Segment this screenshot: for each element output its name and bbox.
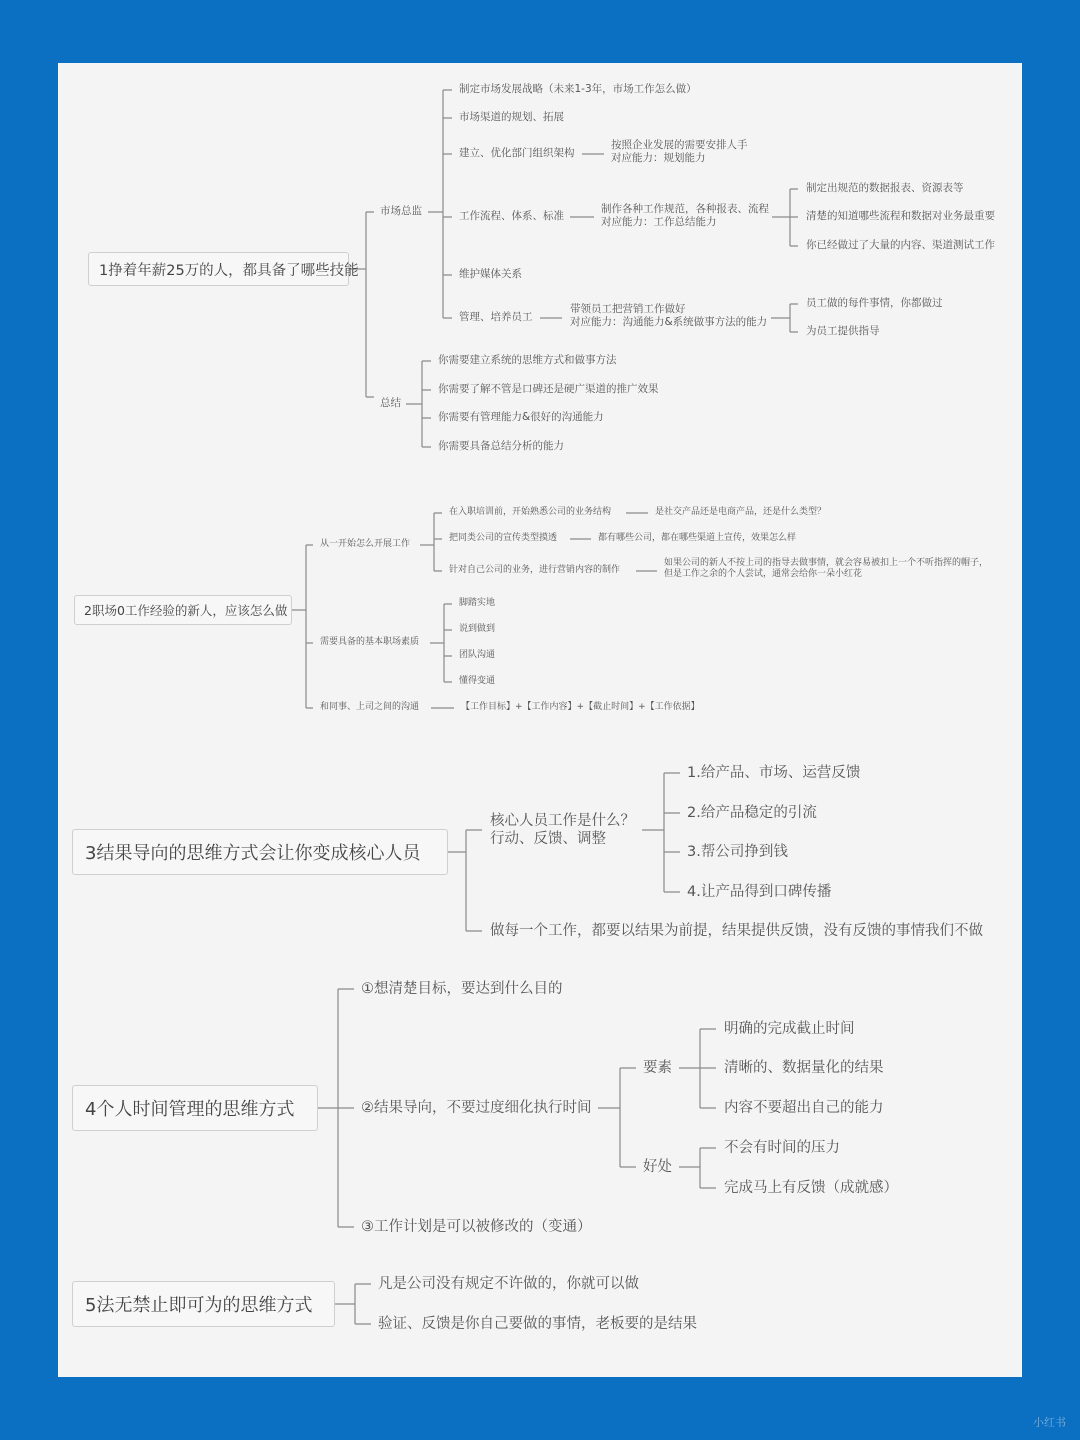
s4-element-3[interactable]: 内容不要超出自己的能力 [724,1100,884,1116]
s2-node-competitors-detail[interactable]: 都有哪些公司，都在哪些渠道上宣传，效果怎么样 [598,533,797,543]
s1-root-node[interactable]: 1挣着年薪25万的人，都具备了哪些技能 [88,252,349,286]
s4-node-goal[interactable]: ①想清楚目标，要达到什么目的 [361,981,563,997]
s1-node-process-leaf-1[interactable]: 制定出规范的数据报表、资源表等 [806,182,964,194]
s1-node-media[interactable]: 维护媒体关系 [459,268,522,280]
s5-item-1[interactable]: 凡是公司没有规定不许做的，你就可以做 [378,1276,639,1292]
s1-node-manage-leaf-2[interactable]: 为员工提供指导 [806,325,880,337]
s2-quality-2[interactable]: 说到做到 [459,624,496,634]
s2-quality-1[interactable]: 脚踏实地 [459,598,496,608]
s4-node-flexible-plan[interactable]: ③工作计划是可以被修改的（变通） [361,1219,592,1235]
s1-node-org[interactable]: 建立、优化部门组织架构 [459,147,575,159]
s4-element-2[interactable]: 清晰的、数据量化的结果 [724,1060,884,1076]
s3-node-result-principle[interactable]: 做每一个工作，都要以结果为前提，结果提供反馈，没有反馈的事情我们不做 [490,923,983,939]
s2-node-communication[interactable]: 和同事、上司之间的沟通 [320,702,420,712]
s1-market-director-node[interactable]: 市场总监 [380,205,422,217]
s2-node-start-work[interactable]: 从一开始怎么开展工作 [320,539,411,549]
s4-node-result-oriented[interactable]: ②结果导向，不要过度细化执行时间 [361,1100,592,1116]
s2-node-competitors[interactable]: 把同类公司的宣传类型摸透 [449,533,558,543]
s1-node-manage-detail[interactable]: 带领员工把营销工作做好 对应能力：沟通能力&系统做事方法的能力 [570,303,768,329]
s5-item-2[interactable]: 验证、反馈是你自己要做的事情，老板要的是结果 [378,1316,697,1332]
s1-node-channels[interactable]: 市场渠道的规划、拓展 [459,111,564,123]
s2-node-business-detail[interactable]: 是社交产品还是电商产品，还是什么类型？ [655,507,827,517]
s4-element-1[interactable]: 明确的完成截止时间 [724,1021,855,1037]
s3-root-node[interactable]: 3结果导向的思维方式会让你变成核心人员 [72,829,448,875]
s2-node-content[interactable]: 针对自己公司的业务，进行营销内容的制作 [449,565,621,575]
s2-node-business[interactable]: 在入职培训前，开始熟悉公司的业务结构 [449,507,612,517]
s1-node-process-detail[interactable]: 制作各种工作规范，各种报表、流程 对应能力：工作总结能力 [601,203,769,229]
s2-node-content-detail[interactable]: 如果公司的新人不按上司的指导去做事情，就会容易被扣上一个不听指挥的帽子， 但是工作之余的个人尝试，通常会给你一朵小红花 [664,558,989,580]
s4-benefit-2[interactable]: 完成马上有反馈（成就感） [724,1180,898,1196]
s1-summary-item-4[interactable]: 你需要具备总结分析的能力 [438,440,564,452]
s2-quality-3[interactable]: 团队沟通 [459,650,496,660]
s2-quality-4[interactable]: 懂得变通 [459,676,496,686]
s1-node-process-leaf-2[interactable]: 清楚的知道哪些流程和数据对业务最重要 [806,210,995,222]
s4-node-elements[interactable]: 要素 [643,1060,672,1076]
s1-summary-item-3[interactable]: 你需要有管理能力&很好的沟通能力 [438,411,604,423]
s3-item-4[interactable]: 4.让产品得到口碑传播 [687,884,832,900]
s5-root-node[interactable]: 5法无禁止即可为的思维方式 [72,1281,335,1327]
s1-node-process[interactable]: 工作流程、体系、标准 [459,210,564,222]
s4-benefit-1[interactable]: 不会有时间的压力 [724,1140,840,1156]
s1-node-manage[interactable]: 管理、培养员工 [459,311,533,323]
s1-summary-item-2[interactable]: 你需要了解不管是口碑还是硬广渠道的推广效果 [438,383,659,395]
s1-node-process-leaf-3[interactable]: 你已经做过了大量的内容、渠道测试工作 [806,239,995,251]
s1-node-strategy[interactable]: 制定市场发展战略（未来1-3年，市场工作怎么做） [459,83,697,95]
s3-item-2[interactable]: 2.给产品稳定的引流 [687,805,817,821]
s3-item-3[interactable]: 3.帮公司挣到钱 [687,844,788,860]
s4-node-benefits[interactable]: 好处 [643,1159,672,1175]
s2-node-communication-detail[interactable]: 【工作目标】+【工作内容】+【截止时间】+【工作依据】 [461,702,700,712]
s2-node-qualities[interactable]: 需要具备的基本职场素质 [320,637,420,647]
watermark-logo: 小红书 [1033,1416,1066,1429]
s1-node-org-detail[interactable]: 按照企业发展的需要安排人手 对应能力：规划能力 [611,139,748,165]
s4-root-node[interactable]: 4个人时间管理的思维方式 [72,1085,318,1131]
s3-node-core-staff[interactable]: 核心人员工作是什么？ 行动、反馈、调整 [490,813,635,848]
s3-item-1[interactable]: 1.给产品、市场、运营反馈 [687,765,861,781]
s1-node-manage-leaf-1[interactable]: 员工做的每件事情，你都做过 [806,297,943,309]
s2-root-node[interactable]: 2职场0工作经验的新人，应该怎么做 [74,595,292,625]
s1-summary-node[interactable]: 总结 [380,397,401,409]
s1-summary-item-1[interactable]: 你需要建立系统的思维方式和做事方法 [438,354,617,366]
